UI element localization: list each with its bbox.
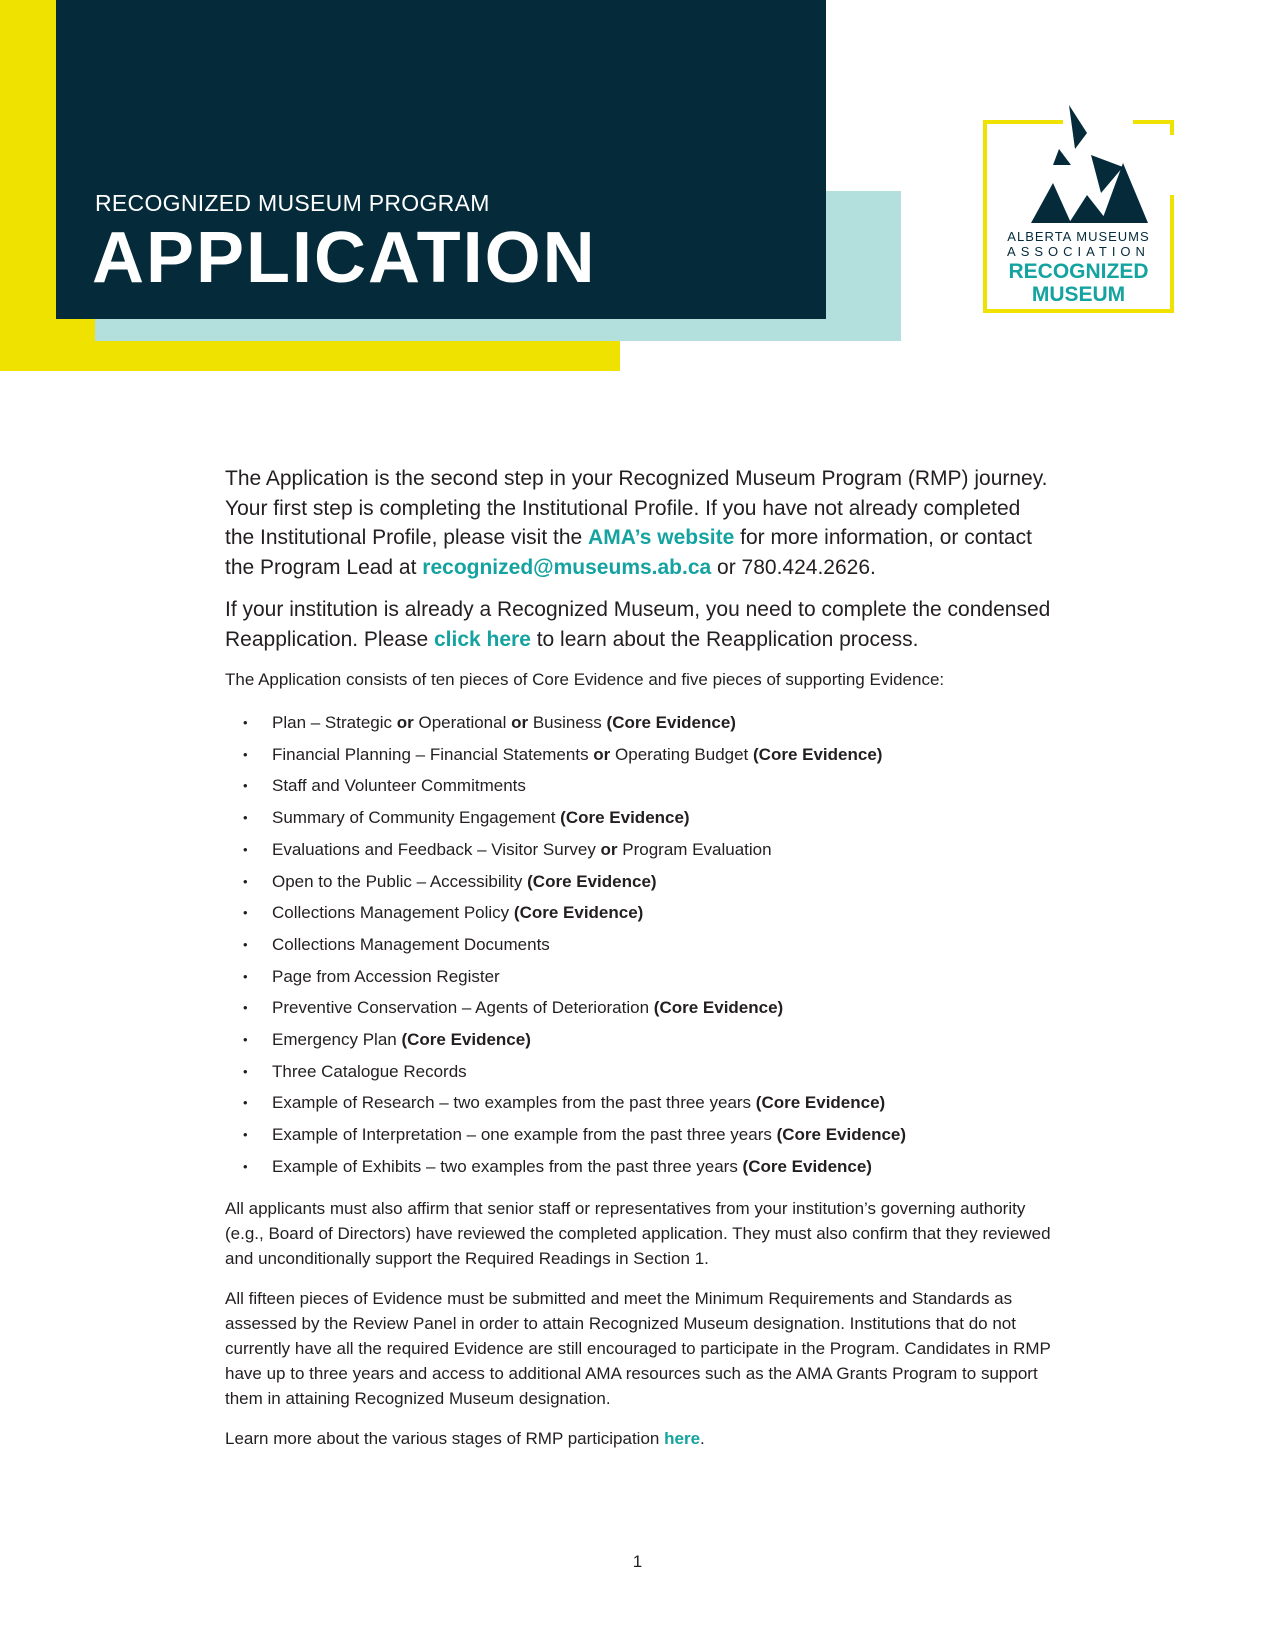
list-item-text: Example of Interpretation – one example from the past three years (Core Evidence): [272, 1125, 907, 1145]
list-item-text: Summary of Community Engagement (Core Evidence): [272, 808, 690, 828]
list-item-text: Financial Planning – Financial Statements or Operating Budget (Core Evidence): [272, 744, 883, 764]
evidence-list: [225, 707, 1055, 1183]
list-item: [243, 961, 1055, 993]
page-title: APPLICATION: [92, 218, 597, 298]
list-item-text: Example of Research – two examples from the past three years (Core Evidence): [272, 1093, 886, 1113]
list-item: [243, 1087, 1055, 1119]
main-content: [225, 464, 1055, 1466]
fifteen-evidence-paragraph: All fifteen pieces of Evidence must be submitted and meet the Minimum Requirements and Standards as assessed by the Review Panel in order to attain Recognized Museum designation. Institutions that do not currently have all the required Evidence are still encouraged to participate in the Program. Candidates in RMP have up to three years and access to additional AMA resources such as the AMA Grants Program to support them in attaining Recognized Museum designation.: [225, 1288, 1051, 1408]
learn-more-tail: .: [700, 1428, 705, 1448]
bullet-icon: •: [243, 746, 248, 762]
list-item: [243, 1056, 1055, 1088]
list-item-text: Three Catalogue Records: [272, 1061, 467, 1081]
list-item-text: Example of Exhibits – two examples from the past three years (Core Evidence): [272, 1156, 872, 1176]
list-item-text: Plan – Strategic or Operational or Business (Core Evidence): [272, 713, 736, 732]
list-item-text: Open to the Public – Accessibility (Core Evidence): [272, 871, 657, 891]
reapplication-text: to learn about the Reapplication process.: [530, 627, 919, 651]
page-number: 1: [632, 1552, 643, 1571]
list-item-text: Collections Management Documents: [272, 934, 550, 954]
reapplication-text: If your institution is already a Recognized Museum, you need to complete the condensed Reapplication. Please: [225, 598, 1051, 651]
bullet-icon: •: [243, 1032, 248, 1048]
list-item: [243, 1119, 1055, 1151]
bullet-icon: •: [243, 873, 248, 889]
affirm-paragraph: All applicants must also affirm that senior staff or representatives from your institution’s governing authority (e.g., Board of Directors) have reviewed the completed application. They must also confirm that they reviewed and unconditionally support the Required Readings in Section 1.: [225, 1198, 1051, 1268]
list-item: [243, 929, 1055, 961]
ama-website-link[interactable]: AMA’s website: [588, 526, 735, 549]
bullet-icon: •: [243, 810, 248, 826]
list-item-text: Staff and Volunteer Commitments: [272, 776, 526, 796]
bullet-icon: •: [243, 841, 248, 857]
list-item: [243, 770, 1055, 802]
list-item-text: Emergency Plan (Core Evidence): [272, 1030, 531, 1050]
intro-text: for more information, or contact the Program Lead at: [225, 526, 1032, 579]
bullet-icon: •: [243, 778, 248, 794]
program-kicker: RECOGNIZED MUSEUM PROGRAM: [95, 190, 490, 216]
list-item-text: Page from Accession Register: [272, 966, 500, 986]
logo-text-association: ASSOCIATION: [1007, 244, 1150, 259]
list-item: [243, 739, 1055, 771]
intro-paragraph: [225, 464, 1055, 582]
logo-text-museum: MUSEUM: [1031, 283, 1126, 306]
click-here-link[interactable]: click here: [433, 627, 531, 651]
learn-more-paragraph: [225, 1426, 1055, 1451]
bullet-icon: •: [243, 1000, 248, 1016]
list-item: [243, 897, 1055, 929]
learn-more-text: Learn more about the various stages of RMP participation: [225, 1428, 665, 1448]
list-item-text: Evaluations and Feedback – Visitor Survey or Program Evaluation: [272, 839, 772, 859]
bullet-icon: •: [243, 905, 248, 921]
logo-text-alberta-museums: ALBERTA MUSEUMS: [1007, 229, 1150, 244]
bullet-icon: •: [243, 1063, 248, 1079]
mountain-logo-icon: [983, 105, 1182, 245]
reapplication-paragraph: [225, 595, 1055, 654]
bullet-icon: •: [243, 1127, 248, 1143]
bullet-icon: •: [243, 1158, 248, 1174]
list-item: [243, 802, 1055, 834]
bullet-icon: •: [243, 715, 248, 730]
recognized-museum-logo: [983, 105, 1182, 321]
list-item: [243, 992, 1055, 1024]
here-link[interactable]: here: [664, 1428, 701, 1448]
intro-text: or 780.424.2626.: [711, 555, 876, 579]
list-item: [243, 866, 1055, 898]
list-intro: The Application consists of ten pieces of Core Evidence and five pieces of supporting Evidence:: [225, 670, 945, 689]
bullet-icon: •: [243, 1095, 248, 1111]
bullet-icon: •: [243, 968, 248, 984]
intro-text: The Application is the second step in your Recognized Museum Program (RMP) journey. Your first step is completing the Institutional Profile. If you have not already completed the Institutional Profile, please visit the: [225, 467, 1048, 549]
list-item: [243, 1024, 1055, 1056]
list-item-text: Collections Management Policy (Core Evidence): [272, 903, 644, 923]
list-item: [243, 1151, 1055, 1183]
logo-text-recognized: RECOGNIZED: [1008, 260, 1149, 283]
email-link[interactable]: recognized@museums.ab.ca: [422, 555, 712, 579]
list-item: [243, 707, 1055, 739]
list-item-text: Preventive Conservation – Agents of Deterioration (Core Evidence): [272, 998, 784, 1018]
bullet-icon: •: [243, 936, 248, 952]
list-item: [243, 834, 1055, 866]
